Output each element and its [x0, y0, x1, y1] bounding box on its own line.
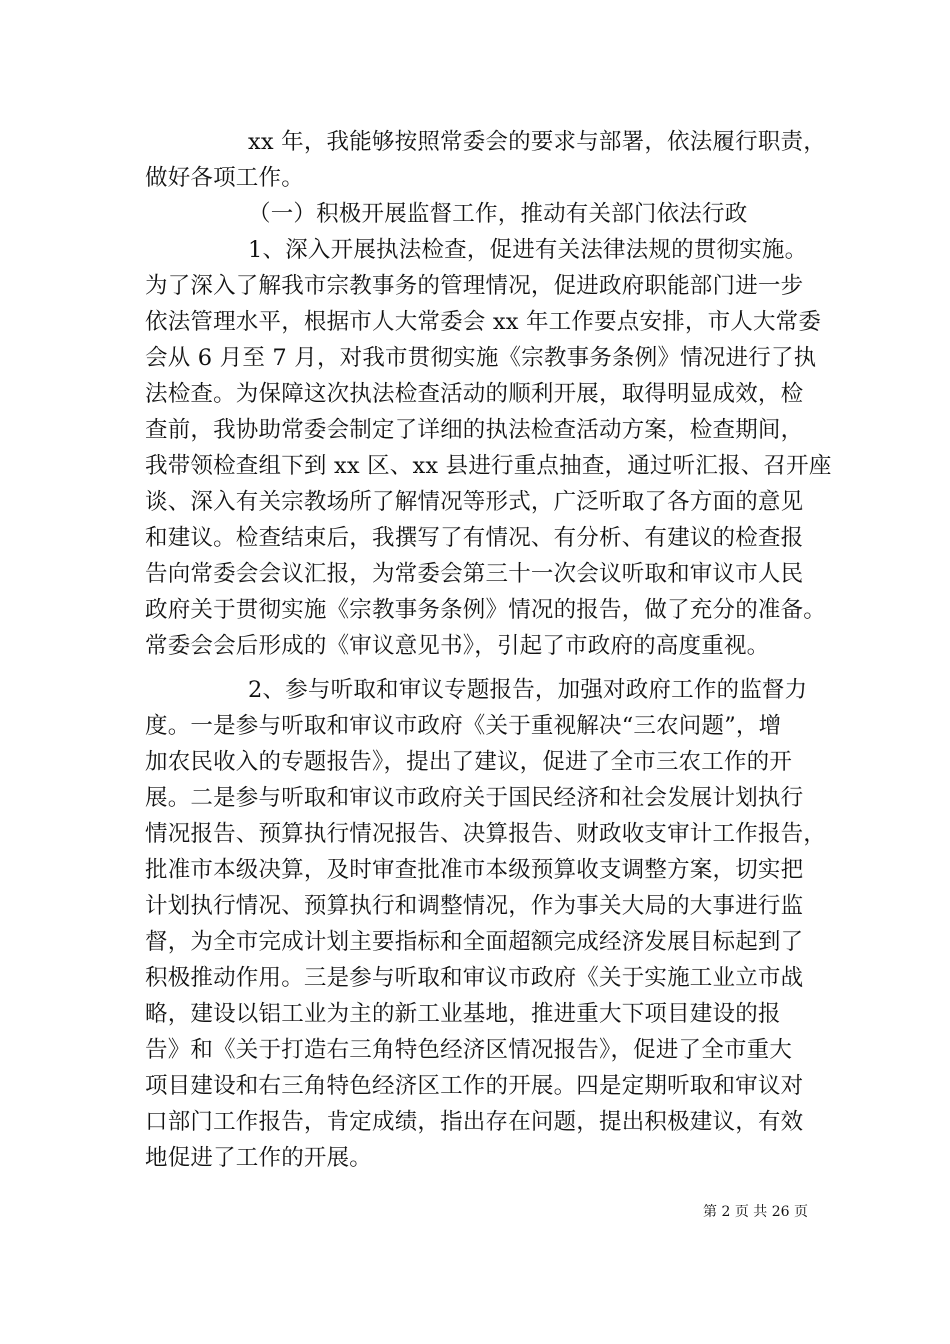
body-line-25: 略，建设以铝工业为主的新工业基地，推进重大下项目建设的报: [145, 1001, 781, 1027]
body-line-12: 和建议。检查结束后，我撰写了有情况、有分析、有建议的检查报: [145, 525, 804, 551]
subheading-1: 1、深入开展执法检查，促进有关法律法规的贯彻实施。: [248, 237, 808, 263]
body-line-13: 告向常委会会议汇报，为常委会第三十一次会议听取和审议市人民: [145, 561, 804, 587]
body-line-8: 法检查。为保障这次执法检查活动的顺利开展，取得明显成效，检: [145, 381, 804, 407]
body-line-20: 情况报告、预算执行情况报告、决算报告、财政收支审计工作报告，: [145, 821, 827, 847]
body-line-14: 政府关于贯彻实施《宗教事务条例》情况的报告，做了充分的准备。: [145, 597, 827, 623]
body-line-11: 谈、深入有关宗教场所了解情况等形式，广泛听取了各方面的意见: [145, 489, 804, 515]
body-line-17: 度。一是参与听取和审议市政府《关于重视解决“三农问题”，增: [145, 713, 782, 739]
page-number-footer: 第 2 页 共 26 页: [703, 1204, 808, 1220]
subheading-2: 2、参与听取和审议专题报告，加强对政府工作的监督力: [248, 677, 808, 703]
body-line-22: 计划执行情况、预算执行和调整情况，作为事关大局的大事进行监: [145, 893, 804, 919]
body-line-23: 督，为全市完成计划主要指标和全面超额完成经济发展目标起到了: [145, 929, 804, 955]
body-line-26: 告》和《关于打造右三角特色经济区情况报告》，促进了全市重大: [145, 1037, 793, 1063]
body-line-27: 项目建设和右三角特色经济区工作的开展。四是定期听取和审议对: [145, 1073, 804, 1099]
body-line-9: 查前，我协助常委会制定了详细的执法检查活动方案，检查期间，: [145, 417, 804, 443]
body-line-24: 积极推动作用。三是参与听取和审议市政府《关于实施工业立市战: [145, 965, 804, 991]
section-heading: （一）积极开展监督工作，推动有关部门依法行政: [248, 201, 748, 227]
body-line-19: 展。二是参与听取和审议市政府关于国民经济和社会发展计划执行: [145, 785, 804, 811]
body-line-18: 加农民收入的专题报告》，提出了建议，促进了全市三农工作的开: [145, 749, 793, 775]
body-line-29: 地促进了工作的开展。: [145, 1145, 373, 1171]
body-line-15: 常委会会后形成的《审议意见书》，引起了市政府的高度重视。: [145, 633, 770, 659]
body-line-7: 会从 6 月至 7 月，对我市贯彻实施《宗教事务条例》情况进行了执: [145, 345, 817, 371]
body-line-6: 依法管理水平，根据市人大常委会 xx 年工作要点安排，市人大常委: [145, 309, 822, 335]
body-line-5: 为了深入了解我市宗教事务的管理情况，促进政府职能部门进一步: [145, 273, 804, 299]
body-line-21: 批准市本级决算，及时审查批准市本级预算收支调整方案，切实把: [145, 857, 804, 883]
body-line-28: 口部门工作报告，肯定成绩，指出存在问题，提出积极建议，有效: [145, 1109, 804, 1135]
body-line-10: 我带领检查组下到 xx 区、xx 县进行重点抽查，通过听汇报、召开座: [145, 453, 832, 479]
body-line-1: xx 年，我能够按照常委会的要求与部署，依法履行职责，: [248, 129, 826, 155]
body-line-2: 做好各项工作。: [145, 165, 304, 191]
